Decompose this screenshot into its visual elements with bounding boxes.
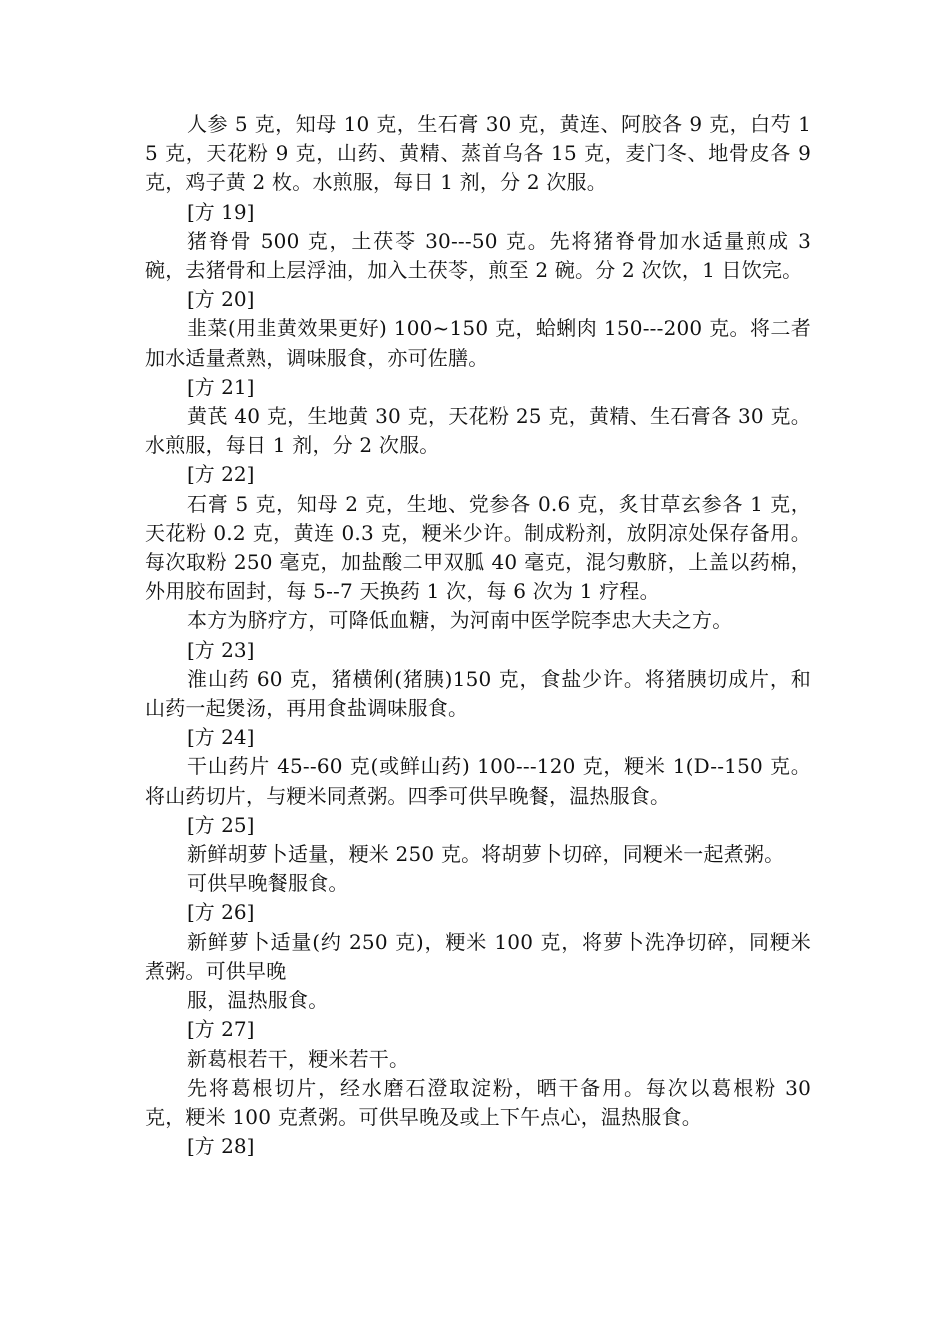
paragraph-formula-23-body: 淮山药 60 克，猪横俐(猪胰)150 克，食盐少许。将猪胰切成片，和山药一起煲汤，再用食盐调味服食。 (145, 666, 811, 721)
heading-formula-23: [方 23] (187, 637, 255, 662)
paragraph-formula-21-body: 黄芪 40 克，生地黄 30 克，天花粉 25 克，黄精、生石膏各 30 克。水煎服，每日 1 剂，分 2 次服。 (145, 404, 811, 458)
paragraph-formula-24-body: 干山药片 45--60 克(或鲜山药) 100---120 克，粳米 1(D--150 克。将山药切片，与粳米同煮粥。四季可供早晚餐，温热服食。 (145, 754, 811, 808)
paragraph-formula-25-body: 新鲜胡萝卜适量，粳米 250 克。将胡萝卜切碎，同粳米一起煮粥。 (187, 842, 785, 867)
paragraph-formula-18-body: 人参 5 克，知母 10 克，生石膏 30 克，黄连、阿胶各 9 克，白芍 15 克，天花粉 9 克，山药、黄精、蒸首乌各 15 克，麦门冬、地骨皮各 9 克，鸡子黄 2 枚。水煎服，每日 1 剂，分 2 次服。 (145, 112, 811, 195)
paragraph-formula-27-method: 先将葛根切片，经水磨石澄取淀粉，晒干备用。每次以葛根粉 30 克，粳米 100 克煮粥。可供早晚及或上下午点心，温热服食。 (145, 1075, 811, 1129)
paragraph-formula-22-note: 本方为脐疗方，可降低血糖，为河南中医学院李忠大夫之方。 (187, 608, 733, 633)
heading-formula-20: [方 20] (187, 287, 255, 312)
heading-formula-26: [方 26] (187, 900, 255, 925)
paragraph-formula-20-body: 韭菜(用韭黄效果更好) 100~150 克，蛤蜊肉 150---200 克。将二者加水适量煮熟，调味服食，亦可佐膳。 (145, 316, 811, 370)
paragraph-formula-27-ingredients: 新葛根若干，粳米若干。 (187, 1046, 410, 1071)
heading-formula-22: [方 22] (187, 462, 255, 487)
heading-formula-19: [方 19] (187, 199, 255, 224)
heading-formula-25: [方 25] (187, 812, 255, 837)
paragraph-formula-26-usage: 服，温热服食。 (187, 988, 329, 1013)
heading-formula-28: [方 28] (187, 1134, 255, 1159)
paragraph-formula-19-body: 猪脊骨 500 克，土茯苓 30---50 克。先将猪脊骨加水适量煎成 3 碗，去猪骨和上层浮油，加入土茯苓，煎至 2 碗。分 2 次饮，1 日饮完。 (145, 228, 811, 283)
paragraph-formula-22-body: 石膏 5 克，知母 2 克，生地、党参各 0.6 克，炙甘草玄参各 1 克，天花粉 0.2 克，黄连 0.3 克，粳米少许。制成粉剂，放阴凉处保存备用。每次取粉 250 毫克，加盐酸二甲双胍 40 毫克，混匀敷脐，上盖以药棉，外用胶布固封，每 5--7 天换药 1 次，每 6 次为 1 疗程。 (145, 491, 811, 604)
heading-formula-27: [方 27] (187, 1017, 255, 1042)
paragraph-formula-25-usage: 可供早晚餐服食。 (187, 871, 349, 896)
document-page (145, 110, 811, 1161)
heading-formula-21: [方 21] (187, 374, 255, 399)
heading-formula-24: [方 24] (187, 725, 255, 750)
paragraph-formula-26-body: 新鲜萝卜适量(约 250 克)，粳米 100 克，将萝卜洗净切碎，同粳米煮粥。可供早晚 (145, 929, 811, 983)
